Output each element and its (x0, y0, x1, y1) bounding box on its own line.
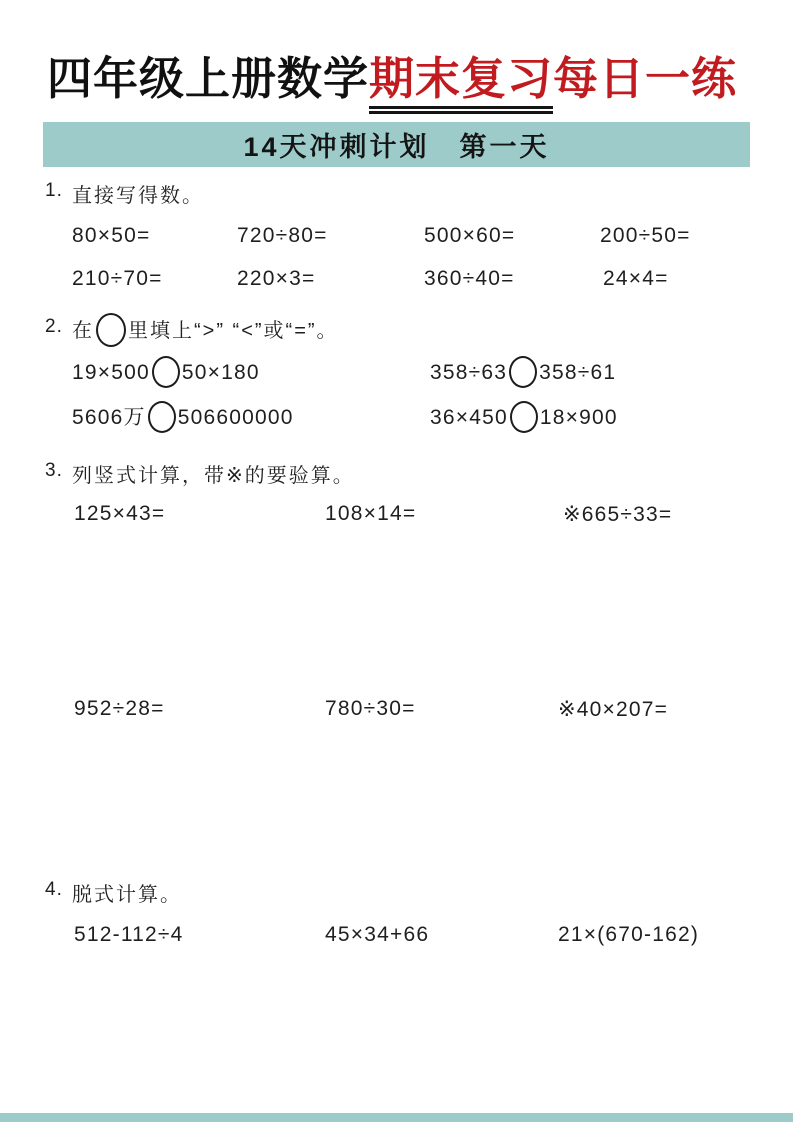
comparison-item (72, 401, 294, 433)
comparison-left: 36×450 (430, 406, 508, 429)
comparison-left: 358÷63 (430, 361, 508, 384)
section2-title-before: 在 (72, 320, 94, 342)
title-red-rest: 每日一练 (553, 53, 738, 104)
problem: 220×3= (237, 267, 316, 290)
problem: 200÷50= (600, 224, 691, 247)
comparison-left: 19×500 (72, 361, 150, 384)
banner (43, 122, 750, 167)
problem: 512-112÷4 (74, 923, 184, 946)
blank-circle-icon (96, 313, 126, 347)
title-red-part (369, 53, 737, 114)
comparison-right: 50×180 (181, 361, 260, 384)
problem: 125×43= (74, 502, 166, 525)
comparison-left: 5606万 (72, 406, 146, 429)
problem: 108×14= (325, 502, 417, 525)
section2-number: 2. (45, 316, 63, 337)
section1-number: 1. (45, 180, 63, 201)
section2-title-after: 里填上“>” “<”或“=”。 (128, 320, 339, 342)
problem: ※40×207= (558, 698, 669, 721)
banner-text: 14天冲刺计划 第一天 (243, 132, 550, 162)
comparison-item (430, 356, 616, 388)
section3-title: 列竖式计算，带※的要验算。 (72, 465, 355, 487)
section4-title: 脱式计算。 (72, 884, 182, 906)
problem: 780÷30= (325, 697, 416, 720)
problem: 21×(670-162) (558, 923, 700, 946)
section3-number: 3. (45, 460, 63, 481)
problem: ※665÷33= (563, 503, 673, 526)
page-title (47, 42, 737, 107)
problem: 80×50= (72, 224, 151, 247)
comparison-item (430, 401, 618, 433)
title-red-underlined: 期末复习 (369, 53, 553, 114)
problem: 210÷70= (72, 267, 163, 290)
section4-number: 4. (45, 879, 63, 900)
problem: 360÷40= (424, 267, 515, 290)
comparison-item (72, 356, 260, 388)
problem: 24×4= (603, 267, 669, 290)
blank-circle-icon (509, 356, 537, 388)
blank-circle-icon (148, 401, 176, 433)
comparison-right: 358÷61 (539, 361, 617, 384)
blank-circle-icon (152, 356, 180, 388)
section1-title: 直接写得数。 (72, 185, 204, 207)
comparison-right: 506600000 (177, 406, 294, 429)
problem: 500×60= (424, 224, 516, 247)
footer-bar (0, 1113, 793, 1122)
comparison-right: 18×900 (539, 406, 618, 429)
problem: 952÷28= (74, 697, 165, 720)
problem: 45×34+66 (325, 923, 430, 946)
problem: 720÷80= (237, 224, 328, 247)
title-black-part: 四年级上册数学 (47, 53, 370, 104)
section2-title (72, 313, 339, 347)
blank-circle-icon (510, 401, 538, 433)
